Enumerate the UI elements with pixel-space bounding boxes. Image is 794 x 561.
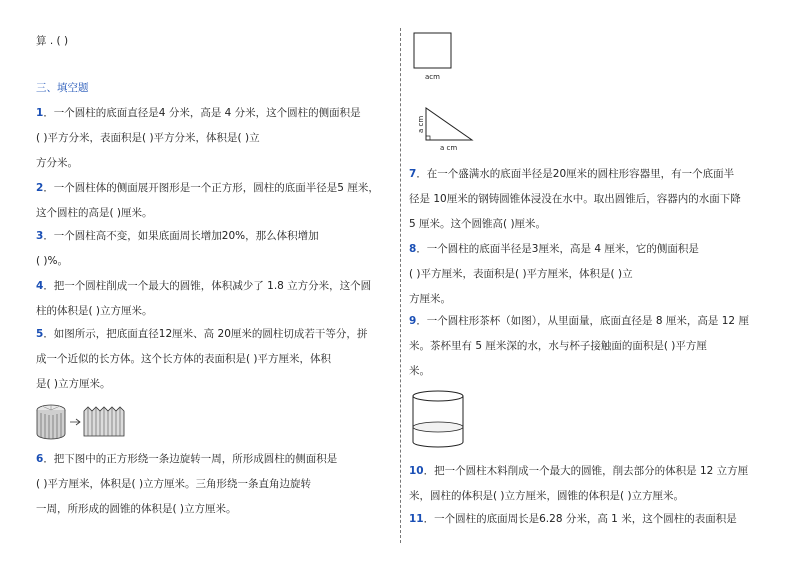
- section-title: 三、填空题: [36, 82, 89, 94]
- question-text: 方厘米。: [409, 293, 451, 305]
- question-4-line-1: [36, 279, 371, 293]
- question-1-line-3: [36, 156, 78, 170]
- question-text: 这个圆柱的高是( )厘米。: [36, 207, 153, 219]
- question-number: 9: [409, 315, 417, 327]
- question-text: 柱的体积是( )立方厘米。: [36, 305, 153, 317]
- question-text: ．一个圆柱的底面直径是4 分米，高是 4 分米，这个圆柱的侧面积是: [43, 107, 361, 119]
- question-text: 成一个近似的长方体。这个长方体的表面积是( )平方厘米，体积: [36, 353, 332, 365]
- question-text: ．把一个圆柱木料削成一个最大的圆锥，削去部分的体积是 12 立方厘: [423, 465, 749, 477]
- cylinder-to-cuboid-figure: [36, 403, 128, 441]
- question-5-line-1: [36, 327, 367, 341]
- question-text: ．把下图中的正方形绕一条边旋转一周，所形成圆柱的侧面积是: [43, 453, 338, 465]
- top-continuation-line: 算 . ( ): [36, 35, 69, 47]
- question-11-line-1: [409, 512, 737, 526]
- triangle-side-label: a cm: [417, 115, 425, 133]
- question-text: 5 厘米。这个圆锥高( )厘米。: [409, 218, 547, 230]
- question-text: ．一个圆柱体的侧面展开图形是一个正方形，圆柱的底面半径是5 厘米，: [43, 182, 379, 194]
- question-text: ．在一个盛满水的底面半径是20厘米的圆柱形容器里，有一个底面半: [416, 168, 735, 180]
- question-text: 是( )立方厘米。: [36, 378, 111, 390]
- question-number: 5: [36, 328, 44, 340]
- question-text: 方分米。: [36, 157, 78, 169]
- question-text: 米。茶杯里有 5 厘米深的水，水与杯子接触面的面积是( )平方厘: [409, 340, 707, 352]
- question-text: ．把一个圆柱削成一个最大的圆锥，体积减少了 1.8 立方分米，这个圆: [43, 280, 372, 292]
- question-8-line-2: [409, 267, 633, 281]
- question-text: 米，圆柱的体积是( )立方厘米，圆锥的体积是( )立方厘米。: [409, 490, 685, 502]
- question-6-line-1: [36, 452, 337, 466]
- question-text: ．一个圆柱高不变，如果底面周长增加20%，那么体积增加: [43, 230, 319, 242]
- question-text: 米。: [409, 365, 430, 377]
- question-number: 11: [409, 513, 424, 525]
- question-1-line-1: [36, 106, 361, 120]
- question-text: ( )平方厘米，体积是( )立方厘米。三角形绕一条直角边旋转: [36, 478, 312, 490]
- question-text: ．一个圆柱形茶杯（如图），从里面量，底面直径是 8 厘米，高是 12 厘: [416, 315, 749, 327]
- question-6-line-3: [36, 502, 237, 516]
- question-5-line-3: [36, 377, 111, 391]
- question-7-line-3: [409, 217, 546, 231]
- question-3-line-1: [36, 229, 319, 243]
- question-8-line-3: [409, 292, 451, 306]
- question-number: 4: [36, 280, 44, 292]
- triangle-base-label: a cm: [440, 144, 458, 152]
- question-9-line-3: [409, 364, 430, 378]
- square-label: acm: [425, 73, 440, 81]
- question-9-line-1: [409, 314, 749, 328]
- question-text: ．一个圆柱的底面周长是6.28 分米，高 1 米，这个圆柱的表面积是: [423, 513, 737, 525]
- question-text: ．一个圆柱的底面半径是3厘米，高是 4 厘米，它的侧面积是: [416, 243, 699, 255]
- question-number: 6: [36, 453, 44, 465]
- question-2-line-1: [36, 181, 379, 195]
- question-number: 3: [36, 230, 44, 242]
- question-text: 一周，所形成的圆锥的体积是( )立方厘米。: [36, 503, 237, 515]
- question-2-line-2: [36, 206, 153, 220]
- question-number: 7: [409, 168, 417, 180]
- question-text: ( )平方厘米，表面积是( )平方厘米，体积是( )立: [409, 268, 633, 280]
- question-text: 径是 10厘米的钢铸圆锥体浸没在水中。取出圆锥后，容器内的水面下降: [409, 193, 741, 205]
- question-10-line-2: [409, 489, 684, 503]
- question-4-line-2: [36, 304, 153, 318]
- question-10-line-1: [409, 464, 748, 478]
- question-number: 10: [409, 465, 424, 477]
- question-3-line-2: [36, 254, 68, 268]
- question-6-line-2: [36, 477, 311, 491]
- column-divider: [400, 28, 401, 543]
- question-number: 1: [36, 107, 44, 119]
- question-text: ( )%。: [36, 255, 69, 267]
- question-number: 8: [409, 243, 417, 255]
- cup-figure: [410, 389, 466, 451]
- question-1-line-2: [36, 131, 260, 145]
- question-9-line-2: [409, 339, 707, 353]
- question-7-line-1: [409, 167, 734, 181]
- question-text: ．如图所示，把底面直径12厘米、高 20厘米的圆柱切成若干等分，拼: [43, 328, 368, 340]
- question-text: ( )平方分米，表面积是( )平方分米，体积是( )立: [36, 132, 260, 144]
- question-5-line-2: [36, 352, 331, 366]
- question-number: 2: [36, 182, 44, 194]
- right-triangle-figure: [414, 106, 480, 156]
- square-figure: [413, 32, 455, 82]
- question-8-line-1: [409, 242, 699, 256]
- question-7-line-2: [409, 192, 741, 206]
